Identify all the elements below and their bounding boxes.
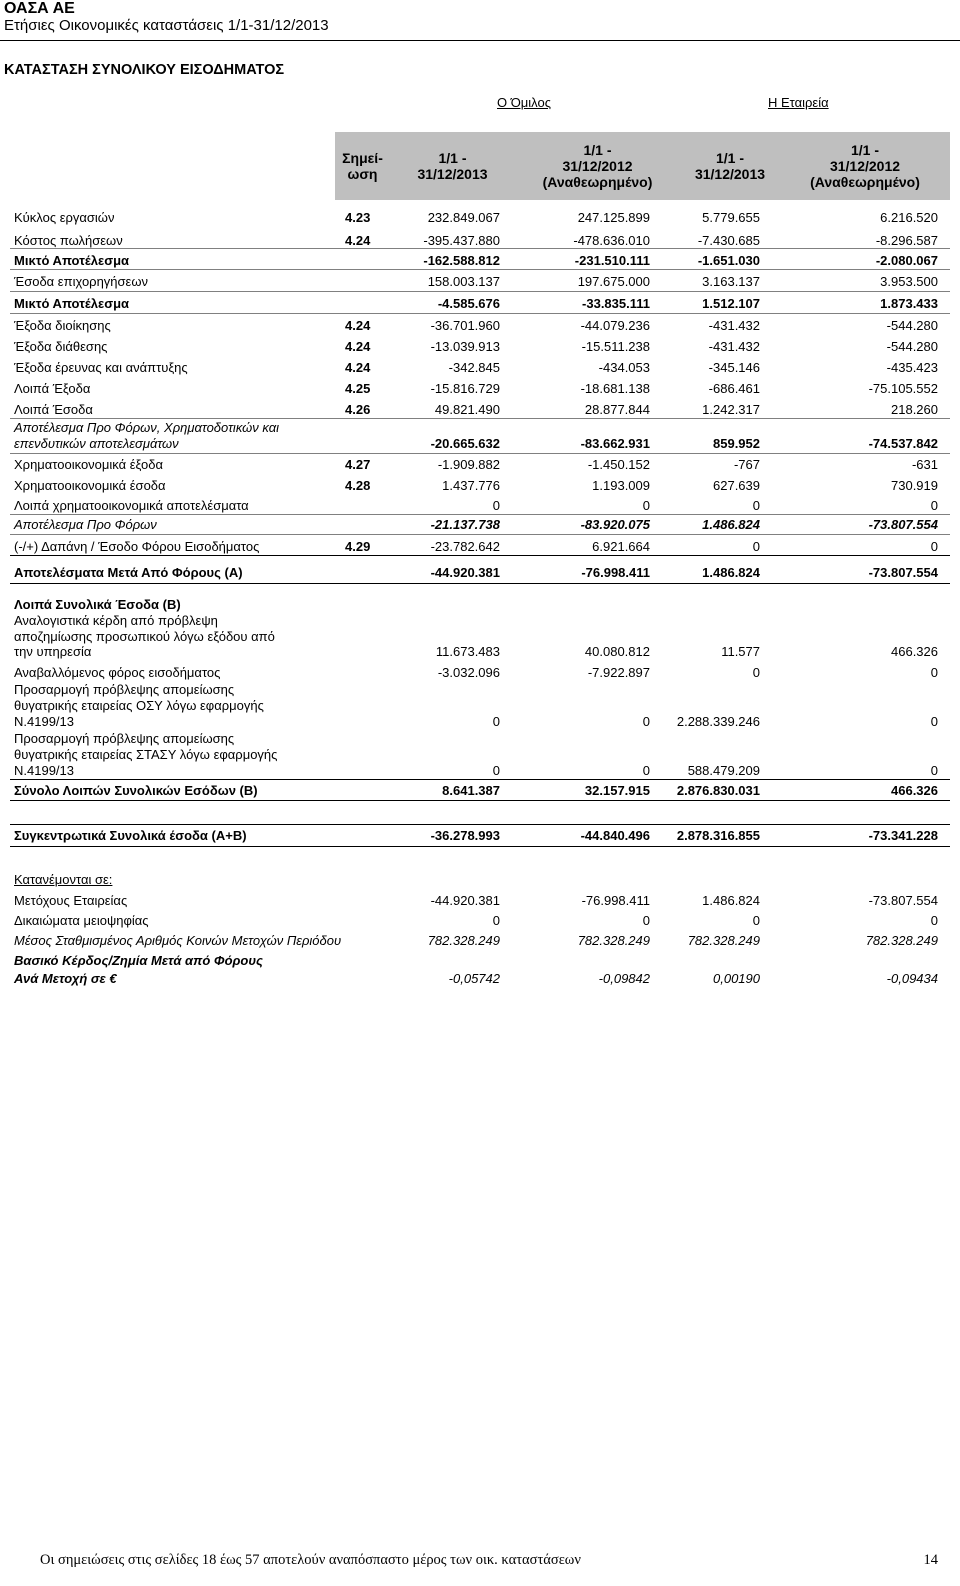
oci-item-label: Αναλογιστικά κέρδη από πρόβλεψη xyxy=(14,613,218,628)
oci-item-label: Προσαρμογή πρόβλεψης απομείωσης xyxy=(14,682,235,697)
company-2012-header: 1/1 - 31/12/2012 (Αναθεωρημένο) xyxy=(810,142,920,190)
statement-title: ΚΑΤΑΣΤΑΣΗ ΣΥΝΟΛΙΚΟΥ ΕΙΣΟΔΗΜΑΤΟΣ xyxy=(4,62,285,78)
row-divider xyxy=(10,453,950,454)
table-row-label: Αποτέλεσμα Προ Φόρων, Χρηματοδοτικών και xyxy=(14,420,280,435)
company-name: ΟΑΣΑ ΑΕ xyxy=(4,0,75,17)
row-divider xyxy=(10,800,950,801)
oci-item-label: θυγατρικής εταιρείας ΣΤΑΣΥ λόγω εφαρμογής xyxy=(14,747,278,762)
row-divider xyxy=(10,248,950,249)
row-divider xyxy=(10,824,950,825)
row-divider xyxy=(10,291,950,292)
page-number: 14 xyxy=(923,1552,938,1568)
row-divider xyxy=(10,269,950,270)
row-divider xyxy=(10,534,950,535)
row-divider xyxy=(10,846,950,847)
eps-label: Βασικό Κέρδος/Ζημία Μετά από Φόρους xyxy=(14,953,263,968)
group-2012-header: 1/1 - 31/12/2012 (Αναθεωρημένο) xyxy=(542,142,653,190)
row-divider xyxy=(10,555,950,556)
row-divider xyxy=(10,418,950,419)
allocation-heading: Κατανέμονται σε: xyxy=(14,872,113,887)
column-header-band xyxy=(335,132,950,200)
oci-heading: Λοιπά Συνολικά Έσοδα (Β) xyxy=(14,597,181,612)
company-heading: Η Εταιρεία xyxy=(768,95,829,110)
oci-item-label: Προσαρμογή πρόβλεψης απομείωσης xyxy=(14,731,235,746)
row-divider xyxy=(10,514,950,515)
row-divider xyxy=(10,313,950,314)
group-heading: Ο Όμιλος xyxy=(497,95,551,110)
group-2013-header: 1/1 - 31/12/2013 xyxy=(417,150,488,182)
document-subtitle: Ετήσιες Οικονομικές καταστάσεις 1/1-31/12/2013 xyxy=(4,17,329,34)
oci-item-label: αποζημίωσης προσωπικού λόγω εξόδου από xyxy=(14,629,275,644)
header-rule xyxy=(0,40,960,41)
row-divider xyxy=(10,583,950,584)
note-column-header: Σημεί- ωση xyxy=(342,150,383,182)
row-divider xyxy=(10,779,950,780)
oci-item-label: θυγατρικής εταιρείας ΟΣΥ λόγω εφαρμογής xyxy=(14,698,264,713)
footer-note: Οι σημειώσεις στις σελίδες 18 έως 57 αποτελούν αναπόσπαστο μέρος των οικ. καταστάσεων xyxy=(40,1552,581,1568)
company-2013-header: 1/1 - 31/12/2013 xyxy=(694,150,766,182)
